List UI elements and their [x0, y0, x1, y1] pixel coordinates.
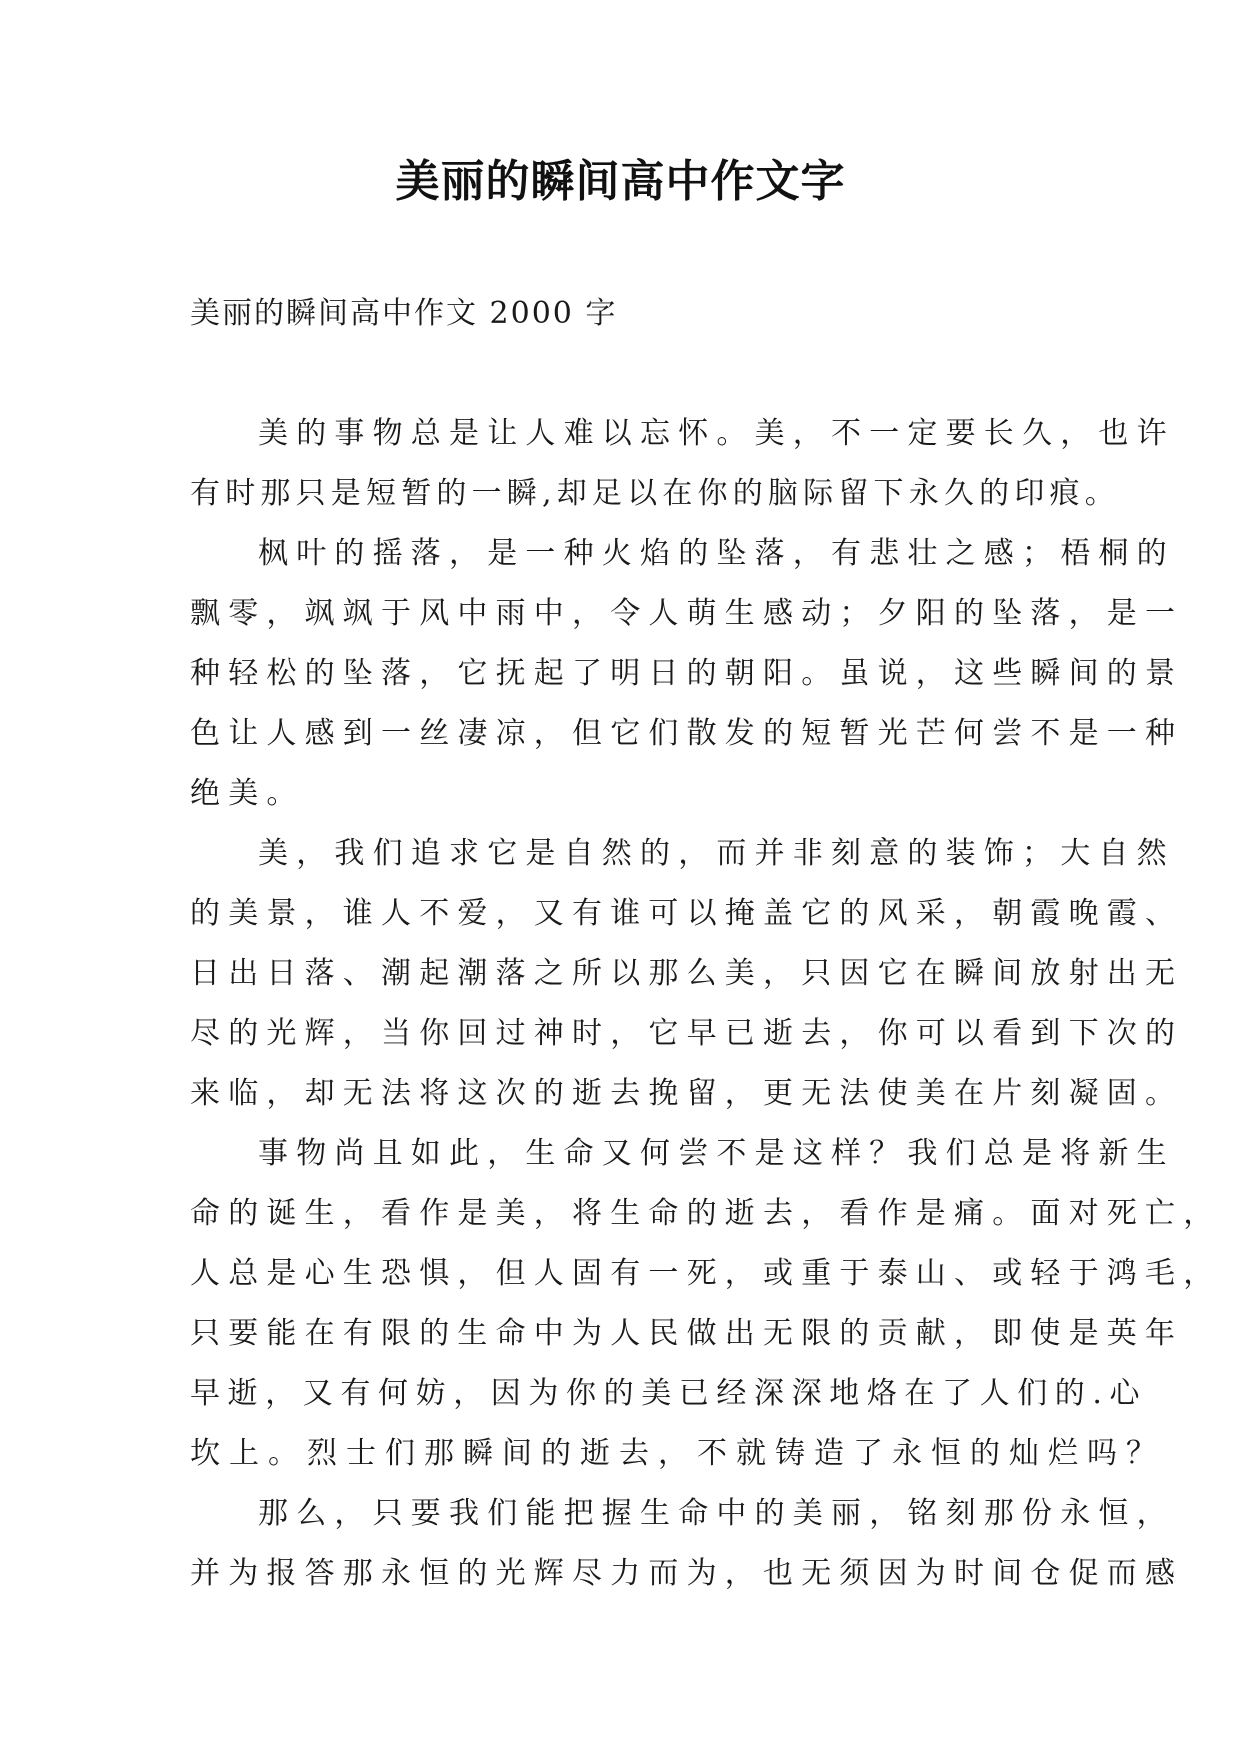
body-line: 飘零，飒飒于风中雨中，令人萌生感动；夕阳的坠落，是一 [190, 596, 1184, 631]
body-line: 尽的光辉，当你回过神时，它早已逝去，你可以看到下次的 [190, 1016, 1184, 1051]
body-line: 美的事物总是让人难以忘怀。美，不一定要长久，也许 [258, 416, 1175, 451]
body-line: 早逝，又有何妨，因为你的美已经深深地烙在了人们的.心 [190, 1376, 1148, 1411]
document-subtitle: 美丽的瞬间高中作文 2000 字 [190, 296, 618, 331]
body-line: 来临，却无法将这次的逝去挽留，更无法使美在片刻凝固。 [190, 1076, 1184, 1111]
body-line: 命的诞生，看作是美，将生命的逝去，看作是痛。面对死亡， [190, 1196, 1222, 1231]
body-line: 并为报答那永恒的光辉尽力而为，也无须因为时间仓促而感 [190, 1556, 1184, 1591]
body-line: 美，我们追求它是自然的，而并非刻意的装饰；大自然 [258, 836, 1175, 871]
document-title: 美丽的瞬间高中作文字 [395, 156, 846, 207]
body-line: 枫叶的摇落，是一种火焰的坠落，有悲壮之感；梧桐的 [258, 536, 1175, 571]
document-body [190, 404, 1222, 1604]
body-line: 有时那只是短暂的一瞬,却足以在你的脑际留下永久的印痕。 [190, 476, 1120, 511]
body-line: 绝美。 [190, 776, 305, 811]
body-line: 只要能在有限的生命中为人民做出无限的贡献，即使是英年 [190, 1316, 1184, 1351]
body-line: 日出日落、潮起潮落之所以那么美，只因它在瞬间放射出无 [190, 956, 1184, 991]
body-line: 坎上。烈士们那瞬间的逝去，不就铸造了永恒的灿烂吗？ [190, 1436, 1165, 1471]
body-line: 事物尚且如此，生命又何尝不是这样？我们总是将新生 [258, 1136, 1175, 1171]
body-line: 那么，只要我们能把握生命中的美丽，铭刻那份永恒， [258, 1496, 1175, 1531]
body-line: 色让人感到一丝凄凉，但它们散发的短暂光芒何尝不是一种 [190, 716, 1184, 751]
body-line: 种轻松的坠落，它抚起了明日的朝阳。虽说，这些瞬间的景 [190, 656, 1184, 691]
body-line: 的美景，谁人不爱，又有谁可以掩盖它的风采，朝霞晚霞、 [190, 896, 1184, 931]
body-line: 人总是心生恐惧，但人固有一死，或重于泰山、或轻于鸿毛， [190, 1256, 1222, 1291]
